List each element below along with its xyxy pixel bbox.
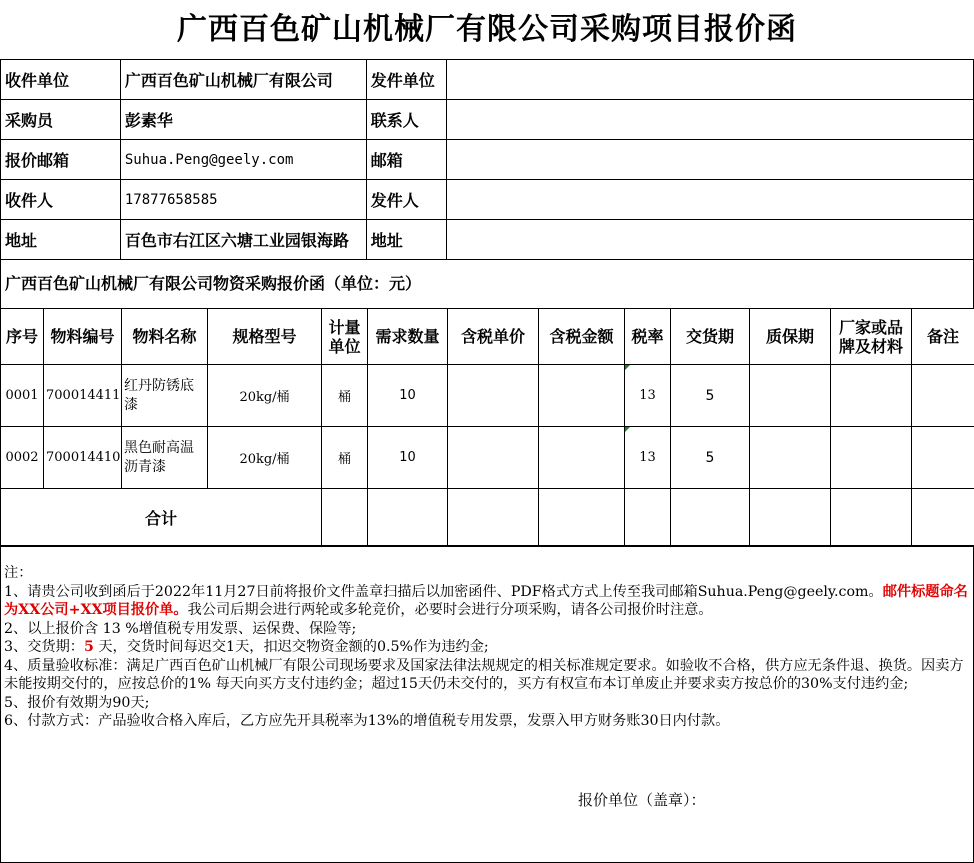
document-title: 广西百色矿山机械厂有限公司采购项目报价函 [177, 12, 797, 47]
header-brand-line1: 厂家或品 [838, 317, 903, 337]
header-qty: 需求数量 [368, 309, 448, 365]
cell-unit: 桶 [322, 365, 368, 427]
cell-unit: 桶 [322, 427, 368, 489]
recipient-label: 收件人 [1, 180, 121, 220]
address-label: 地址 [1, 220, 121, 260]
note-2: 2、以上报价含 13 %增值税专用发票、运保费、保险等; [4, 620, 357, 637]
header-price: 含税单价 [448, 309, 539, 365]
note-3-text-end: 天，交货时间每迟交1天，扣迟交物资金额的0.5%作为违约金; [93, 639, 489, 655]
note-1 [4, 583, 970, 620]
address2-value[interactable] [446, 220, 973, 260]
cell-code: 700014410 [44, 427, 122, 489]
total-cell-unit [322, 489, 368, 547]
buyer-label: 采购员 [1, 100, 121, 140]
cell-seq: 0002 [1, 427, 44, 489]
cell-seq: 0001 [1, 365, 44, 427]
header-amount: 含税金额 [539, 309, 625, 365]
total-cell-tax [625, 489, 671, 547]
receiver-unit-value[interactable]: 广西百色矿山机械厂有限公司 [120, 60, 366, 100]
info-row-buyer [1, 100, 974, 140]
note-1-text: 1、请贵公司收到函后于2022年11月27日前将报价文件盖章扫描后以加密函件、PDF格式方式上传至我司邮箱Suhua.Peng@geely.com。 [4, 583, 883, 600]
info-row-email [1, 140, 974, 180]
table-row [1, 365, 974, 427]
cell-brand[interactable] [831, 427, 912, 489]
header-spec: 规格型号 [208, 309, 322, 365]
total-cell-delivery [671, 489, 750, 547]
total-cell-remark [912, 489, 974, 547]
cell-qty: 10 [368, 427, 448, 489]
sender-unit-value[interactable] [446, 60, 973, 100]
cell-spec: 20kg/桶 [208, 365, 322, 427]
notes-heading: 注： [4, 565, 33, 581]
sender-unit-label: 发件单位 [366, 60, 446, 100]
cell-tax [625, 427, 671, 489]
quote-email-value[interactable]: Suhua.Peng@geely.com [120, 140, 366, 180]
header-unit [322, 309, 368, 365]
cell-price[interactable] [448, 365, 539, 427]
info-row-recipient [1, 180, 974, 220]
address-value[interactable]: 百色市右江区六塘工业园银海路 [120, 220, 366, 260]
items-table [0, 308, 974, 547]
header-tax: 税率 [625, 309, 671, 365]
header-brand-line2: 牌及材料 [838, 336, 903, 356]
cell-delivery: 5 [671, 365, 750, 427]
table-header-row [1, 309, 974, 365]
header-name: 物料名称 [122, 309, 208, 365]
note-1-text-end: 我公司后期会进行两轮或多轮竞价，必要时会进行分项采购，请各公司报价时注意。 [187, 602, 713, 618]
buyer-value[interactable]: 彭素华 [120, 100, 366, 140]
cell-tax-value: 13 [639, 388, 656, 403]
contact-label: 联系人 [366, 100, 446, 140]
cell-spec: 20kg/桶 [208, 427, 322, 489]
info-row-address [1, 220, 974, 260]
contact-value[interactable] [446, 100, 973, 140]
cell-code: 700014411 [44, 365, 122, 427]
note-4: 4、质量验收标准：满足广西百色矿山机械厂有限公司现场要求及国家法律法规规定的相关标准规定要求。如验收不合格，供方应无条件退、换货。因卖方未能按期交付的，应按总价的1% 每天向买方支付违约金；超过15天仍未交付的，买方有权宣布本订单废止并要求卖方按总价的30%支付违约金; [4, 657, 964, 692]
cell-tax [625, 365, 671, 427]
cell-qty: 10 [368, 365, 448, 427]
recipient-value[interactable]: 17877658585 [120, 180, 366, 220]
cell-amount[interactable] [539, 427, 625, 489]
total-row [1, 489, 974, 547]
info-table [0, 59, 974, 260]
info-row-receiver-unit [1, 60, 974, 100]
note-3-highlight: 5 [83, 639, 94, 655]
header-code: 物料编号 [44, 309, 122, 365]
cell-marker-icon [625, 365, 630, 370]
cell-brand[interactable] [831, 365, 912, 427]
cell-warranty[interactable] [750, 365, 831, 427]
cell-amount[interactable] [539, 365, 625, 427]
header-unit-line2: 单位 [328, 336, 361, 356]
stamp-label: 报价单位（盖章）： [578, 791, 706, 809]
quote-email-label: 报价邮箱 [1, 140, 121, 180]
header-brand [831, 309, 912, 365]
cell-name: 黑色耐高温沥青漆 [122, 427, 208, 489]
header-remark: 备注 [912, 309, 974, 365]
header-unit-line1: 计量 [328, 317, 361, 337]
total-label: 合计 [1, 489, 322, 547]
note-3-text: 3、交货期： [4, 639, 84, 655]
cell-delivery: 5 [671, 427, 750, 489]
sender-label: 发件人 [366, 180, 446, 220]
address2-label: 地址 [366, 220, 446, 260]
total-cell-brand [831, 489, 912, 547]
cell-remark[interactable] [912, 365, 974, 427]
cell-name: 红丹防锈底漆 [122, 365, 208, 427]
cell-price[interactable] [448, 427, 539, 489]
total-cell-amount[interactable] [539, 489, 625, 547]
note-1-highlight: 邮件标题命名为XX公司+XX项目报价单。 [4, 583, 968, 618]
header-seq: 序号 [1, 309, 44, 365]
note-5: 5、报价有效期为90天; [4, 694, 150, 711]
note-6: 6、付款方式：产品验收合格入库后，乙方应先开具税率为13%的增值税专用发票，发票入甲方财务账30日内付款。 [4, 713, 730, 729]
header-warranty: 质保期 [750, 309, 831, 365]
table-row [1, 427, 974, 489]
total-cell-price [448, 489, 539, 547]
email-label: 邮箱 [366, 140, 446, 180]
note-3 [4, 638, 970, 657]
cell-warranty[interactable] [750, 427, 831, 489]
total-cell-qty [368, 489, 448, 547]
header-delivery: 交货期 [671, 309, 750, 365]
email-value[interactable] [446, 140, 973, 180]
cell-marker-icon [625, 427, 630, 432]
sender-value[interactable] [446, 180, 973, 220]
cell-remark[interactable] [912, 427, 974, 489]
section-title: 广西百色矿山机械厂有限公司物资采购报价函（单位：元） [0, 259, 974, 309]
cell-tax-value: 13 [639, 450, 656, 465]
notes-section [0, 545, 974, 863]
total-cell-warranty [750, 489, 831, 547]
receiver-unit-label: 收件单位 [1, 60, 121, 100]
